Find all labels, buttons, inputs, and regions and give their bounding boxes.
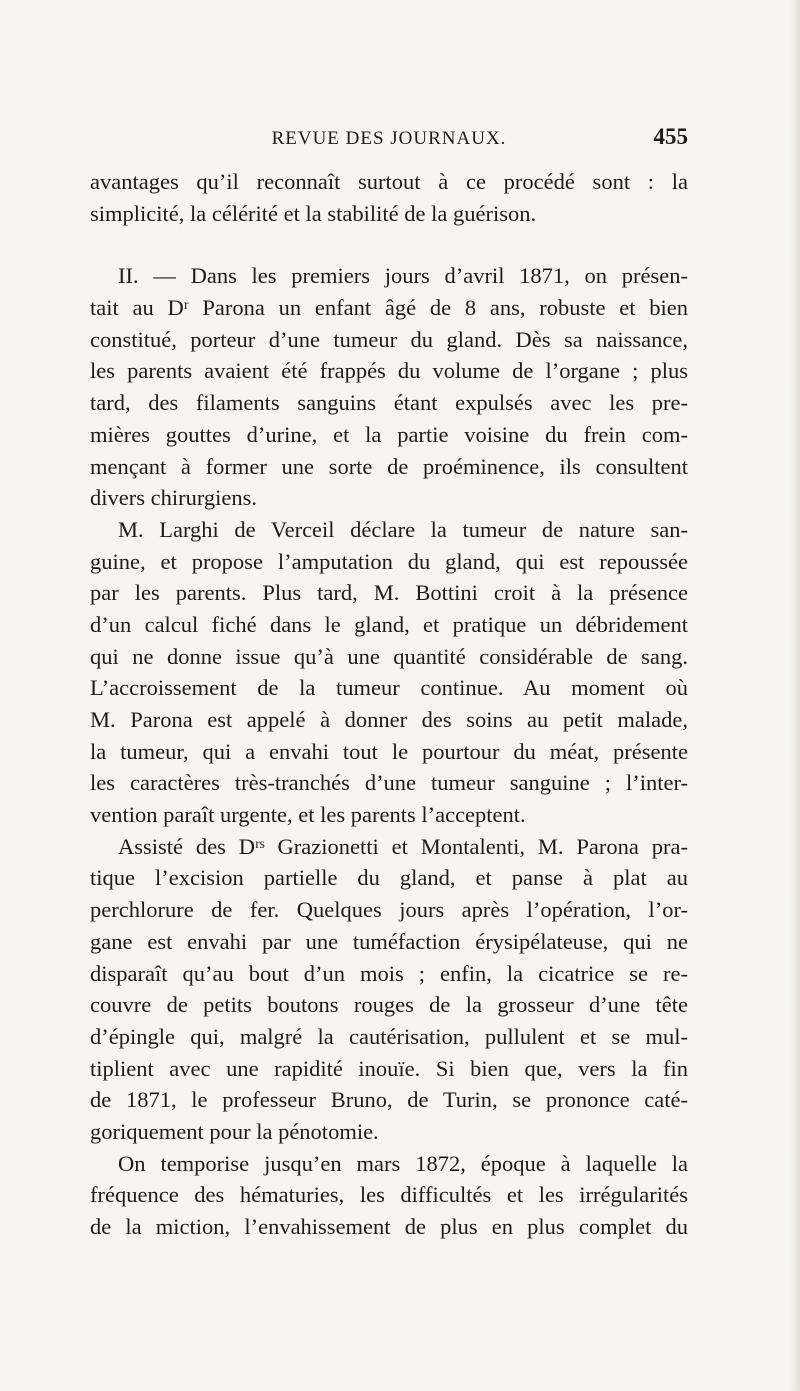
- text-line: II. — Dans les premiers jours d’avril 1871, on présen-: [118, 263, 688, 289]
- text-line: mençant à former une sorte de proéminence, ils consultent: [90, 453, 688, 479]
- text-line: constitué, porteur d’une tumeur du gland. Dès sa naissance,: [90, 326, 688, 352]
- running-title: REVUE DES JOURNAUX.: [271, 128, 507, 149]
- text-line: les parents avaient été frappés du volume de l’organe ; plus: [90, 358, 688, 384]
- text-line: tiplient avec une rapidité inouïe. Si bien que, vers la fin: [90, 1055, 688, 1081]
- text-line: fréquence des hématuries, les difficultés et les irrégularités: [90, 1182, 688, 1208]
- text-line: d’épingle qui, malgré la cautérisation, pullulent et se mul-: [90, 1023, 688, 1049]
- text-line: guine, et propose l’amputation du gland, qui est repoussée: [90, 548, 688, 574]
- text-line: M. Parona est appelé à donner des soins au petit malade,: [90, 707, 688, 732]
- text-line: simplicité, la célérité et la stabilité de la guérison.: [90, 200, 537, 226]
- body-text: [90, 166, 688, 1243]
- text-line: avantages qu’il reconnaît surtout à ce procédé sont : la: [90, 169, 688, 194]
- text-line: couvre de petits boutons rouges de la grosseur d’une tête: [90, 992, 688, 1018]
- text-line: divers chirurgiens.: [90, 485, 258, 511]
- text-line: d’un calcul fiché dans le gland, et pratique un débridement: [90, 611, 688, 637]
- text-line: goriquement pour la pénotomie.: [90, 1118, 379, 1144]
- text-line: gane est envahi par une tuméfaction érysipélateuse, qui ne: [90, 928, 688, 954]
- text-line: mières gouttes d’urine, et la partie voisine du frein com-: [90, 421, 688, 447]
- text-line: par les parents. Plus tard, M. Bottini croit à la présence: [90, 580, 688, 606]
- text-line: les caractères très-tranchés d’une tumeur sanguine ; l’inter-: [90, 770, 688, 796]
- text-line: tique l’excision partielle du gland, et panse à plat au: [90, 865, 688, 891]
- page-edge-shadow: [790, 0, 800, 1391]
- text-line: perchlorure de fer. Quelques jours après l’opération, l’or-: [90, 897, 688, 923]
- text-line: L’accroissement de la tumeur continue. Au moment où: [90, 675, 688, 701]
- text-line: qui ne donne issue qu’à une quantité considérable de sang.: [90, 643, 688, 669]
- text-line: de la miction, l’envahissement de plus en plus complet du: [90, 1214, 688, 1239]
- text-line: disparaît qu’au bout d’un mois ; enfin, la cicatrice se re-: [90, 960, 688, 986]
- text-line: vention paraît urgente, et les parents l’acceptent.: [90, 802, 526, 828]
- page-number: 455: [653, 124, 688, 149]
- text-line: la tumeur, qui a envahi tout le pourtour du méat, présente: [90, 738, 688, 764]
- text-line: Assisté des Dʳˢ Grazionetti et Montalenti, M. Parona pra-: [118, 833, 688, 859]
- text-line: On temporise jusqu’en mars 1872, époque à laquelle la: [118, 1150, 688, 1176]
- text-line: tait au Dʳ Parona un enfant âgé de 8 ans, robuste et bien: [90, 295, 688, 321]
- text-line: tard, des filaments sanguins étant expulsés avec les pre-: [90, 390, 688, 416]
- text-line: M. Larghi de Verceil déclare la tumeur de nature san-: [118, 516, 688, 542]
- page-header: [90, 124, 688, 158]
- text-line: de 1871, le professeur Bruno, de Turin, se prononce caté-: [90, 1087, 688, 1113]
